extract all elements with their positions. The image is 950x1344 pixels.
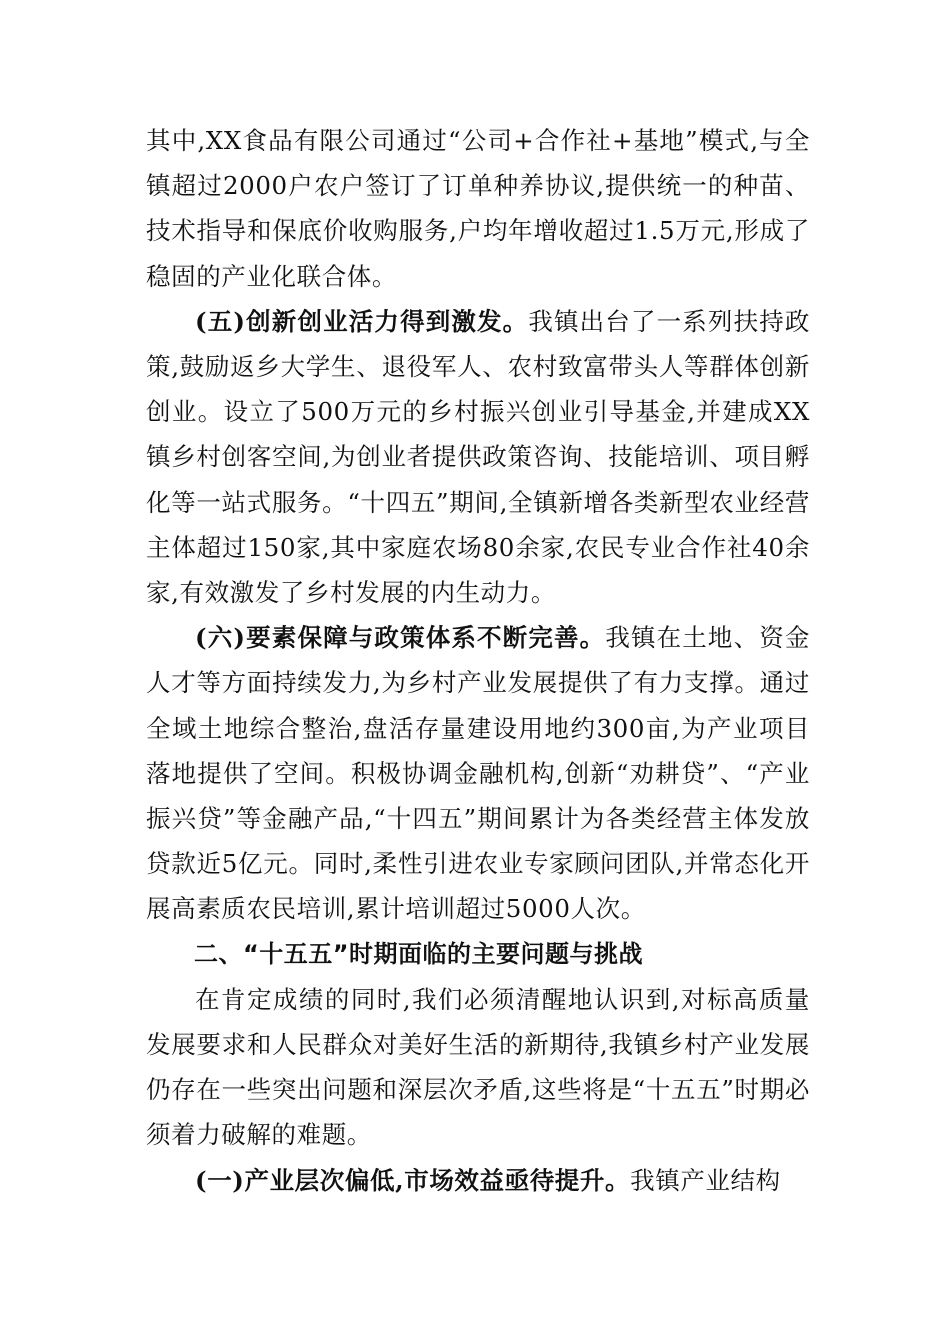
paragraph-text: 在肯定成绩的同时,我们必须清醒地认识到,对标高质量发展要求和人民群众对美好生活的新期待,我镇乡村产业发展仍存在一些突出问题和深层次矛盾,这些将是“十五五”时期必须着力破解的难题。 xyxy=(146,984,810,1150)
paragraph-innovation xyxy=(146,299,810,615)
section-heading: 二、“十五五”时期面临的主要问题与挑战 xyxy=(194,939,644,968)
paragraph-intro xyxy=(146,977,810,1158)
paragraph-text: 我镇出台了一系列扶持政策,鼓励返乡大学生、退役军人、农村致富带头人等群体创新创业。设立了500万元的乡村振兴创业引导基金,并建成XX镇乡村创客空间,为创业者提供政策咨询、技能培训、项目孵化等一站式服务。“十四五”期间,全镇新增各类新型农业经营主体超过150家,其中家庭农场80余家,农民专业合作社40余家,有效激发了乡村发展的内生动力。 xyxy=(146,306,810,608)
paragraph-text: 其中,XX食品有限公司通过“公司+合作社+基地”模式,与全镇超过2000户农户签订了订单种养协议,提供统一的种苗、技术指导和保底价收购服务,户均年增收超过1.5万元,形成了稳固的产业化联合体。 xyxy=(146,126,810,291)
subsection-title: (一)产业层次偏低,市场效益亟待提升。 xyxy=(195,1165,631,1195)
paragraph-industry-level xyxy=(146,1158,810,1203)
paragraph-text: 我镇在土地、资金人才等方面持续发力,为乡村产业发展提供了有力支撑。通过全域土地综合整治,盘活存量建设用地约300亩,为产业项目落地提供了空间。积极协调金融机构,创新“劝耕贷”、“产业振兴贷”等金融产品,“十四五”期间累计为各类经营主体发放贷款近5亿元。同时,柔性引进农业专家顾问团队,并常态化开展高素质农民培训,累计培训超过5000人次。 xyxy=(146,623,810,924)
subsection-title: (六)要素保障与政策体系不断完善。 xyxy=(195,623,606,653)
paragraph-text: 我镇产业结构 xyxy=(630,1165,781,1195)
document-body xyxy=(146,118,810,1203)
subsection-title: (五)创新创业活力得到激发。 xyxy=(195,306,529,336)
paragraph-factor-support xyxy=(146,615,810,931)
paragraph-continuation xyxy=(146,118,810,299)
